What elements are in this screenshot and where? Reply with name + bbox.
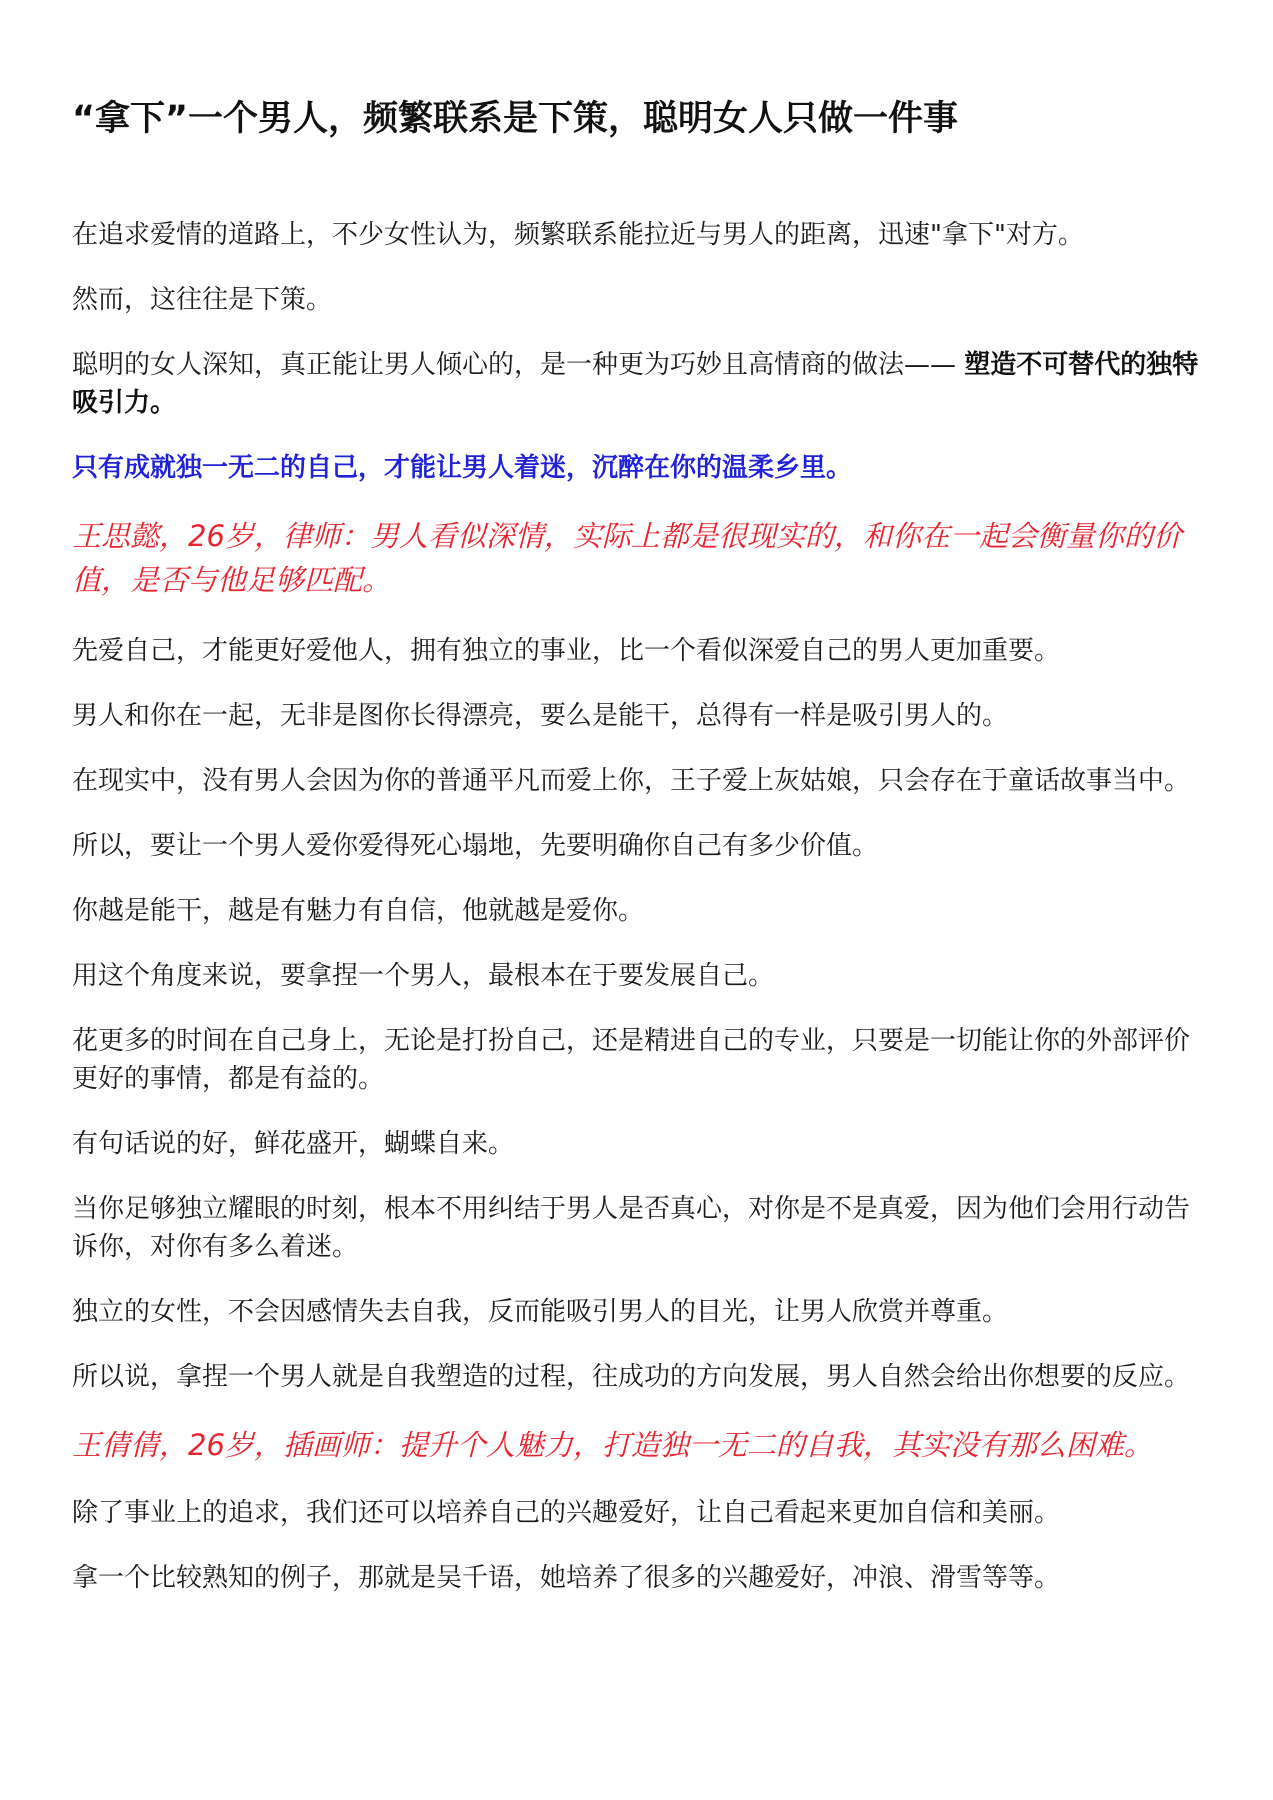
paragraph: 除了事业上的追求，我们还可以培养自己的兴趣爱好，让自己看起来更加自信和美丽。 (72, 1498, 1061, 1528)
paragraph: 你越是能干，越是有魅力有自信，他就越是爱你。 (72, 896, 645, 926)
pull-quote: 王思懿，26岁，律师：男人看似深情，实际上都是很现实的，和你在一起会衡量你的价值，是否与他足够匹配。 (72, 519, 1182, 597)
paragraph-intro: 在追求爱情的道路上，不少女性认为，频繁联系能拉近与男人的距离，迅速"拿下"对方。 (72, 220, 1084, 250)
article-body (72, 0, 1204, 1624)
article-title: “拿下”一个男人，频繁联系是下策，聪明女人只做一件事 (72, 99, 959, 139)
paragraph: 花更多的时间在自己身上，无论是打扮自己，还是精进自己的专业，只要是一切能让你的外部评价更好的事情，都是有益的。 (72, 1026, 1191, 1094)
paragraph: 拿一个比较熟知的例子，那就是吴千语，她培养了很多的兴趣爱好，冲浪、滑雪等等。 (72, 1563, 1061, 1593)
paragraph: 男人和你在一起，无非是图你长得漂亮，要么是能干，总得有一样是吸引男人的。 (72, 701, 1009, 731)
paragraph: 有句话说的好，鲜花盛开，蝴蝶自来。 (72, 1129, 515, 1159)
paragraph: 所以说，拿捏一个男人就是自我塑造的过程，往成功的方向发展，男人自然会给出你想要的反应。 (72, 1362, 1191, 1392)
highlight-statement: 只有成就独一无二的自己，才能让男人着迷，沉醉在你的温柔乡里。 (72, 453, 853, 483)
paragraph: 在现实中，没有男人会因为你的普通平凡而爱上你，王子爱上灰姑娘，只会存在于童话故事当中。 (72, 766, 1191, 796)
paragraph-lead-text: 聪明的女人深知，真正能让男人倾心的，是一种更为巧妙且高情商的做法—— (72, 350, 965, 380)
paragraph: 然而，这往往是下策。 (72, 285, 333, 315)
bold-emphasis: 塑造不可替代的独特吸引力。 (72, 350, 1199, 418)
pull-quote: 王倩倩，26岁，插画师：提升个人魅力，打造独一无二的自我，其实没有那么困难。 (72, 1428, 1153, 1462)
paragraph: 所以，要让一个男人爱你爱得死心塌地，先要明确你自己有多少价值。 (72, 831, 879, 861)
paragraph: 先爱自己，才能更好爱他人，拥有独立的事业，比一个看似深爱自己的男人更加重要。 (72, 636, 1061, 666)
paragraph: 当你足够独立耀眼的时刻，根本不用纠结于男人是否真心，对你是不是真爱，因为他们会用行动告诉你，对你有多么着迷。 (72, 1194, 1191, 1262)
paragraph: 独立的女性，不会因感情失去自我，反而能吸引男人的目光，让男人欣赏并尊重。 (72, 1297, 1009, 1327)
paragraph: 用这个角度来说，要拿捏一个男人，最根本在于要发展自己。 (72, 961, 775, 991)
paragraph-key-point (72, 346, 1204, 422)
